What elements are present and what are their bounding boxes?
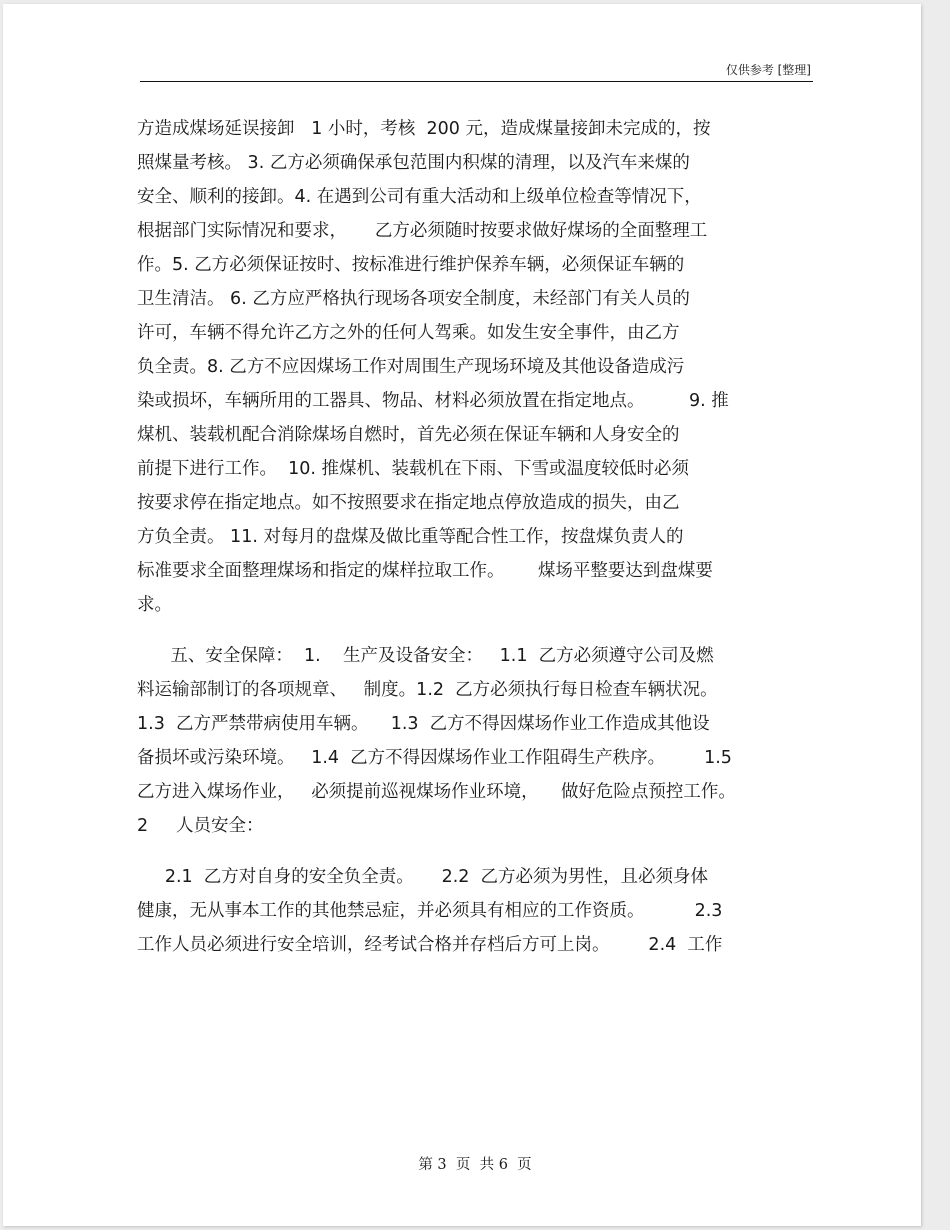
text-line: 1.3 乙方严禁带病使用车辆。 1.3 乙方不得因煤场作业工作造成其他设: [137, 714, 710, 734]
text-line: 乙方进入煤场作业， 必须提前巡视煤场作业环境， 做好危险点预控工作。: [137, 782, 736, 802]
text-line: 健康，无从事本工作的其他禁忌症，并必须具有相应的工作资质。 2.3: [137, 901, 723, 921]
subsection-heading-line: 2 人员安全：: [137, 816, 264, 836]
text-line: 备损坏或污染环境。 1.4 乙方不得因煤场作业工作阻碍生产秩序。 1.5: [137, 748, 732, 768]
text-line: 安全、顺利的接卸。4. 在遇到公司有重大活动和上级单位检查等情况下，: [137, 187, 702, 207]
text-line: 2.1 乙方对自身的安全负全责。 2.2 乙方必须为男性，且必须身体: [137, 867, 709, 887]
section-heading-line: 五、安全保障： 1. 生产及设备安全： 1.1 乙方必须遵守公司及燃: [137, 646, 714, 666]
text-line: 标准要求全面整理煤场和指定的煤样拉取工作。 煤场平整要达到盘煤要: [137, 561, 713, 581]
body-text: [137, 112, 817, 962]
text-line: 卫生清洁。 6. 乙方应严格执行现场各项安全制度，未经部门有关人员的: [137, 289, 690, 309]
text-line: 方造成煤场延误接卸 1 小时，考核 200 元，造成煤量接卸未完成的，按: [137, 119, 711, 139]
header-rule: [140, 81, 813, 82]
header-note: 仅供参考 [整理]: [725, 63, 811, 77]
page-number-footer: 第 3 页 共 6 页: [418, 1157, 532, 1173]
text-line: 照煤量考核。 3. 乙方必须确保承包范围内积煤的清理，以及汽车来煤的: [137, 153, 690, 173]
text-line: 作。5. 乙方必须保证按时、按标准进行维护保养车辆，必须保证车辆的: [137, 255, 685, 275]
text-line: 根据部门实际情况和要求， 乙方必须随时按要求做好煤场的全面整理工: [137, 221, 708, 241]
text-line: 方负全责。 11. 对每月的盘煤及做比重等配合性工作，按盘煤负责人的: [137, 527, 684, 547]
text-line: 料运输部制订的各项规章、 制度。1.2 乙方必须执行每日检查车辆状况。: [137, 680, 718, 700]
text-line: 负全责。8. 乙方不应因煤场工作对周围生产现场环境及其他设备造成污: [137, 357, 685, 377]
text-line: 工作人员必须进行安全培训，经考试合格并存档后方可上岗。 2.4 工作: [137, 935, 723, 955]
text-line: 按要求停在指定地点。如不按照要求在指定地点停放造成的损失，由乙: [137, 493, 680, 513]
text-line: 前提下进行工作。 10. 推煤机、装载机在下雨、下雪或温度较低时必须: [137, 459, 690, 479]
text-line: 染或损坏，车辆所用的工器具、物品、材料必须放置在指定地点。 9. 推: [137, 391, 729, 411]
text-line: 许可，车辆不得允许乙方之外的任何人驾乘。如发生安全事件，由乙方: [137, 323, 680, 343]
text-line: 求。: [137, 595, 172, 615]
text-line: 煤机、装载机配合消除煤场自燃时，首先必须在保证车辆和人身安全的: [137, 425, 680, 445]
